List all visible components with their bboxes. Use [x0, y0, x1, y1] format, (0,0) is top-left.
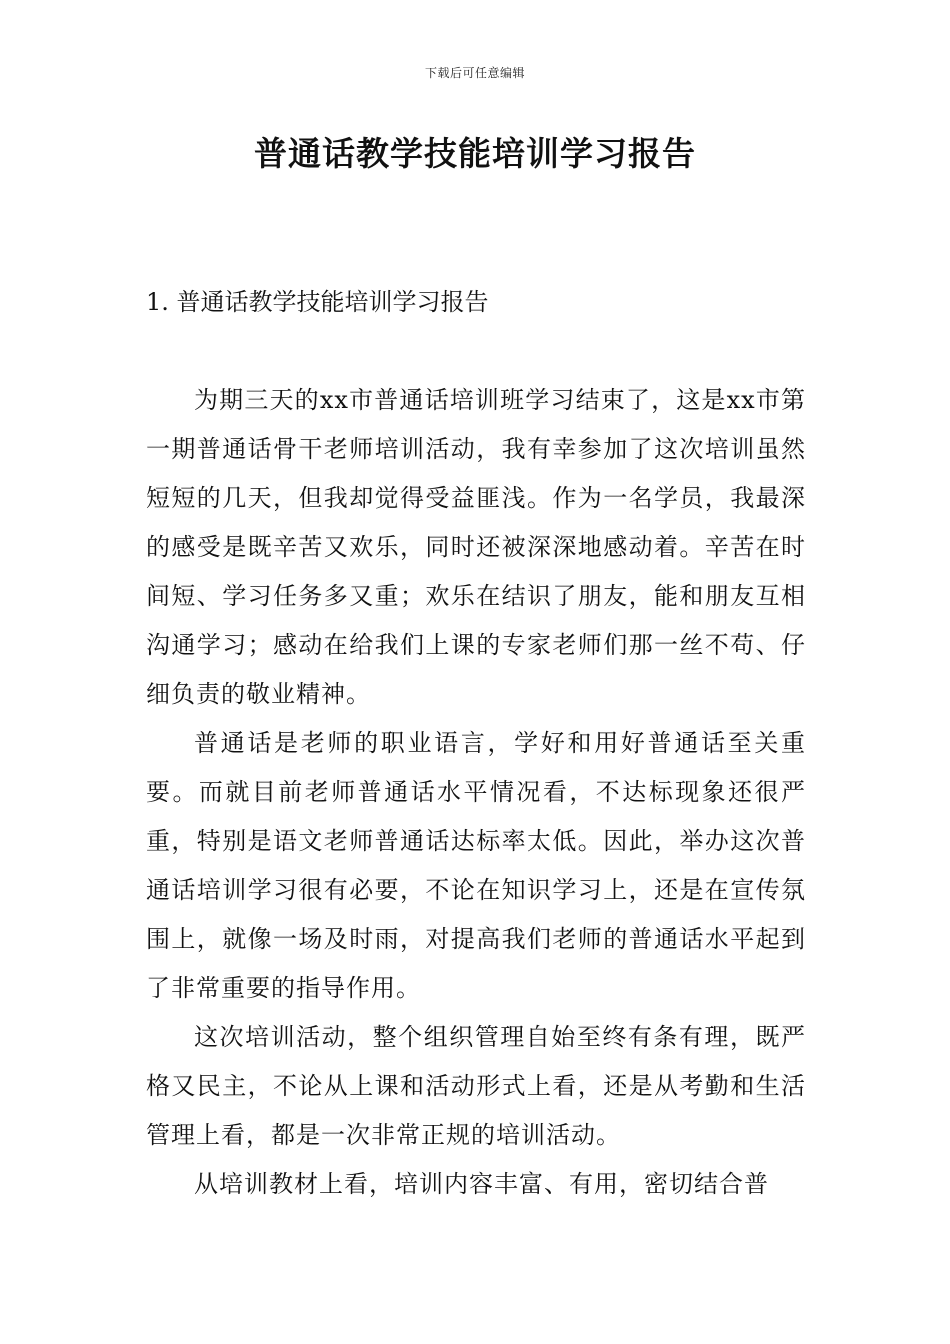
paragraph-1: 为期三天的xx市普通话培训班学习结束了，这是xx市第一期普通话骨干老师培训活动，我有幸参加了这次培训虽然短短的几天，但我却觉得受益匪浅。作为一名学员，我最深的感受是既辛苦又欢乐，同时还被深深地感动着。辛苦在时间短、学习任务多又重；欢乐在结识了朋友，能和朋友互相沟通学习；感动在给我们上课的专家老师们那一丝不苟、仔细负责的敬业精神。	[146, 386, 806, 708]
paragraph-2: 普通话是老师的职业语言，学好和用好普通话至关重要。而就目前老师普通话水平情况看，不达标现象还很严重，特别是语文老师普通话达标率太低。因此，举办这次普通话培训学习很有必要，不论在知识学习上，还是在宣传氛围上，就像一场及时雨，对提高我们老师的普通话水平起到了非常重要的指导作用。	[146, 729, 806, 1002]
document-body	[146, 376, 806, 1209]
paragraph-4: 从培训教材上看，培训内容丰富、有用，密切结合普	[194, 1170, 769, 1198]
paragraph-3: 这次培训活动，整个组织管理自始至终有条有理，既严格又民主，不论从上课和活动形式上看，还是从考勤和生活管理上看，都是一次非常正规的培训活动。	[146, 1023, 806, 1149]
section-heading: 1. 普通话教学技能培训学习报告	[146, 288, 489, 316]
document-title: 普通话教学技能培训学习报告	[254, 134, 696, 173]
header-note: 下载后可任意编辑	[424, 66, 525, 80]
